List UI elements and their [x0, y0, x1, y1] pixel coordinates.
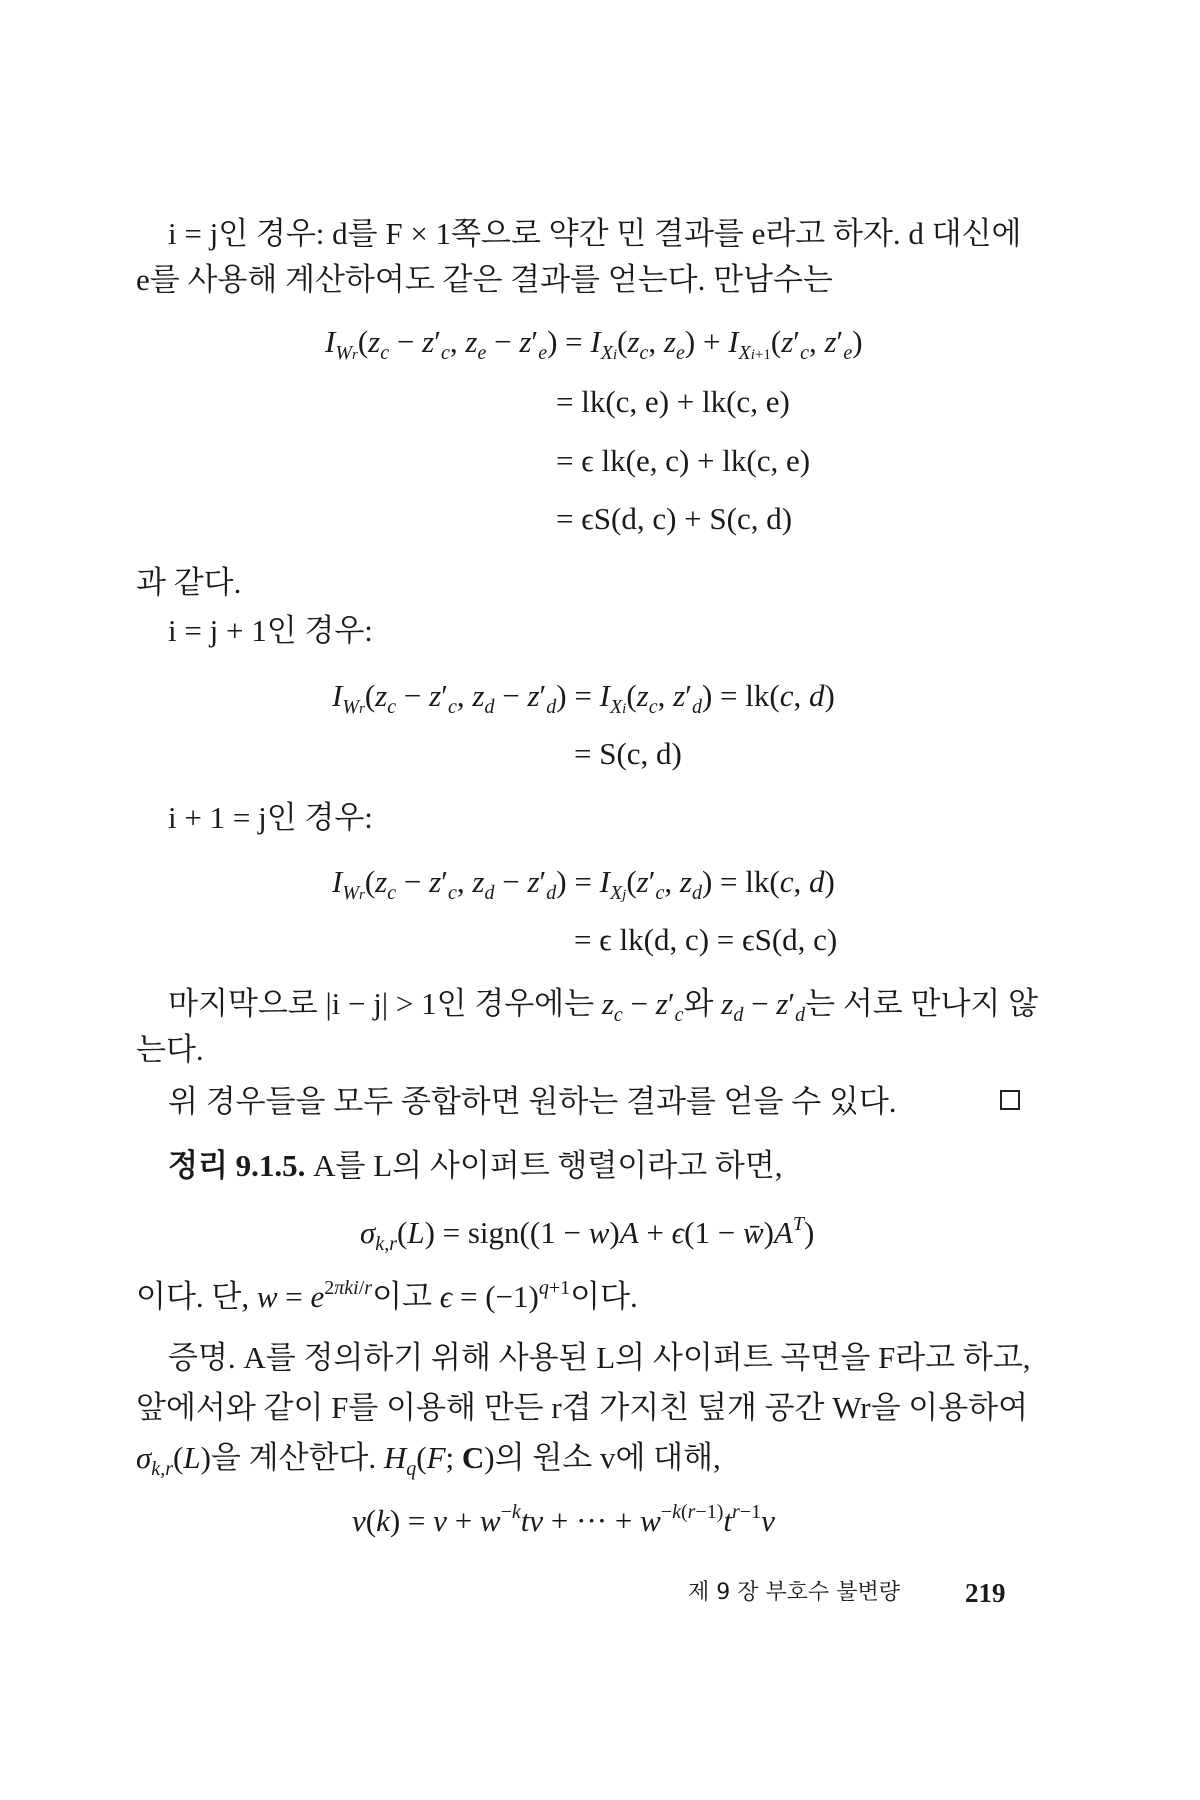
theorem-label: 정리 9.1.5.	[168, 1148, 306, 1183]
eq3-line1: $I_{Wr}(z_c - z'_c$, $z_d - z'_d) = I_{Xj}(z'_c$, $z_d) = lk(c$, d)	[332, 864, 835, 904]
last-line1: 마지막으로 |i − j| > 1인 경우에는 $z_c - z'_c$와 $z_d - z'_d$는 서로 만나지 않	[168, 986, 1039, 1026]
case1-line2-text: e를 사용해 계산하여도 같은 결과를 얻는다. 만남수는	[136, 262, 833, 297]
theorem-note: 이다. 단, $w = e^{2\pi ki/r}$이고 $\epsilon = (-1)^{q+1}$이다.	[136, 1277, 638, 1314]
proof-line3: $\sigma_{k,r}(L)$을 계산한다. $H_q(F$; C)의 원소 v에 대해,	[136, 1440, 721, 1480]
eq2-line1: $I_{Wr}(z_c - z'_c$, $z_d - z'_d) = I_{Xi}(z_c$, $z'_d) = lk(c$, d)	[332, 678, 835, 718]
last-line2: 는다.	[136, 1032, 204, 1067]
last-line1-b: 와	[683, 986, 714, 1021]
last-line1-c: 는 서로 만나지 않	[805, 986, 1039, 1021]
page-number: 219	[965, 1578, 1006, 1608]
eq3-line2: = ϵ lk(d, c) = ϵS(d, c)	[574, 922, 838, 957]
proof-line3-c: 의 원소 v에 대해,	[494, 1440, 721, 1475]
case1-line1	[168, 218, 1021, 249]
theorem-note-c: 이다.	[570, 1279, 638, 1314]
proof-line3-b: 을 계산한다.	[210, 1440, 377, 1475]
eq1-line3: = ϵ lk(e, c) + lk(c, e)	[556, 443, 811, 478]
proof-formula: $v(k) = v + w^{-k}tv$ + ··· + $w^{-k(r-1)}t^{r-1}v$	[352, 1501, 775, 1538]
case1-line1-text: i = j인 경우: d를 F × 1쪽으로 약간 민 결과를 e라고 하자. d 대신에	[168, 216, 1022, 251]
last-line1-a: 마지막으로 |i − j| > 1인 경우에는	[168, 986, 595, 1021]
conclusion: 위 경우들을 모두 종합하면 원하는 결과를 얻을 수 있다.	[168, 1084, 897, 1119]
qed-box-icon	[1000, 1090, 1020, 1110]
case1-after: 과 같다.	[136, 565, 242, 600]
theorem-note-b: 이고	[372, 1279, 432, 1314]
eq1-line2: = lk(c, e) + lk(c, e)	[556, 384, 790, 419]
proof-line2: 앞에서와 같이 F를 이용해 만든 r겹 가지친 덮개 공간 Wr을 이용하여	[136, 1390, 1029, 1425]
case2-heading: i = j + 1인 경우:	[168, 613, 373, 648]
theorem-text: A를 L의 사이퍼트 행렬이라고 하면,	[313, 1148, 783, 1183]
case3-heading: i + 1 = j인 경우:	[168, 800, 373, 835]
theorem-line	[168, 1150, 783, 1181]
eq2-line2: = S(c, d)	[574, 736, 682, 771]
theorem-formula: $\sigma_{k,r}(L)$ = sign((1 − $w)A + \epsilon(1 - w̄)A^T$)	[360, 1213, 815, 1255]
proof-line1: 증명. A를 정의하기 위해 사용된 L의 사이퍼트 곡면을 F라고 하고,	[168, 1340, 1031, 1375]
theorem-note-a: 이다. 단,	[136, 1279, 250, 1314]
eq1-line1: $I_{Wr}(z_c - z'_c$, $z_e - z'_e) = I_{Xi}(z_c$, $z_e) + I_{Xi+1}(z'_c$, $z'_e$)	[325, 324, 863, 364]
case1-line2	[136, 264, 833, 295]
eq1-line4: = ϵS(d, c) + S(c, d)	[556, 501, 793, 536]
footer-chapter: 제 9 장 부호수 불변량	[688, 1580, 900, 1605]
